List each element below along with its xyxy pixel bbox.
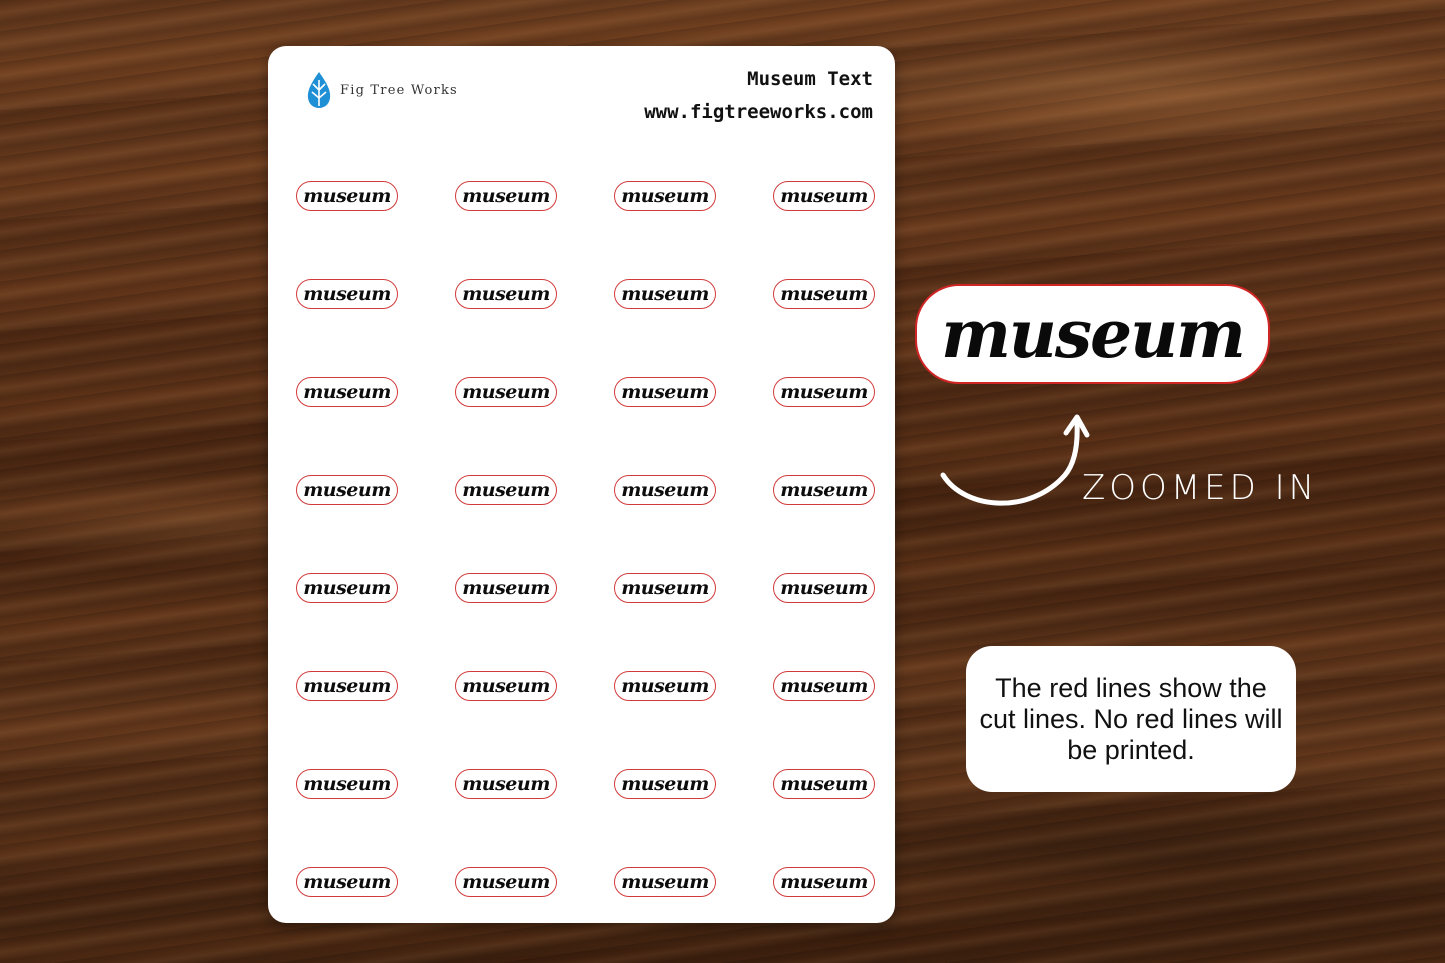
museum-sticker: museum — [614, 671, 716, 701]
museum-sticker: museum — [455, 867, 557, 897]
museum-sticker: museum — [455, 769, 557, 799]
museum-sticker: museum — [614, 279, 716, 309]
museum-sticker: museum — [296, 279, 398, 309]
museum-sticker: museum — [455, 475, 557, 505]
museum-sticker: museum — [614, 475, 716, 505]
zoomed-in-label: ZOOMED IN — [1082, 468, 1319, 508]
museum-sticker: museum — [455, 377, 557, 407]
museum-sticker: museum — [455, 181, 557, 211]
museum-sticker: museum — [773, 867, 875, 897]
brand-name: Fig Tree Works — [340, 82, 458, 98]
museum-sticker: museum — [773, 671, 875, 701]
sheet-title: Museum Text — [747, 68, 873, 90]
museum-sticker: museum — [773, 377, 875, 407]
museum-sticker: museum — [614, 377, 716, 407]
curved-arrow-icon — [935, 405, 1095, 515]
museum-sticker: museum — [773, 475, 875, 505]
museum-sticker: museum — [296, 573, 398, 603]
museum-sticker: museum — [614, 573, 716, 603]
museum-sticker: museum — [296, 377, 398, 407]
museum-sticker: museum — [773, 573, 875, 603]
museum-sticker: museum — [773, 181, 875, 211]
brand-logo — [304, 70, 458, 110]
museum-sticker: museum — [296, 181, 398, 211]
cut-line-note: The red lines show the cut lines. No red lines will be printed. — [966, 646, 1296, 792]
museum-sticker: museum — [455, 671, 557, 701]
sheet-url: www.figtreeworks.com — [644, 101, 873, 123]
museum-sticker: museum — [296, 867, 398, 897]
museum-sticker: museum — [773, 769, 875, 799]
museum-sticker: museum — [296, 769, 398, 799]
museum-sticker: museum — [614, 181, 716, 211]
museum-sticker: museum — [614, 769, 716, 799]
museum-sticker: museum — [296, 475, 398, 505]
museum-sticker: museum — [614, 867, 716, 897]
museum-sticker: museum — [455, 279, 557, 309]
museum-sticker: museum — [455, 573, 557, 603]
fig-leaf-icon — [304, 70, 334, 110]
museum-sticker: museum — [773, 279, 875, 309]
zoomed-sticker: museum — [915, 284, 1270, 384]
sticker-sheet — [268, 46, 895, 923]
museum-sticker: museum — [296, 671, 398, 701]
sticker-grid — [296, 181, 875, 897]
